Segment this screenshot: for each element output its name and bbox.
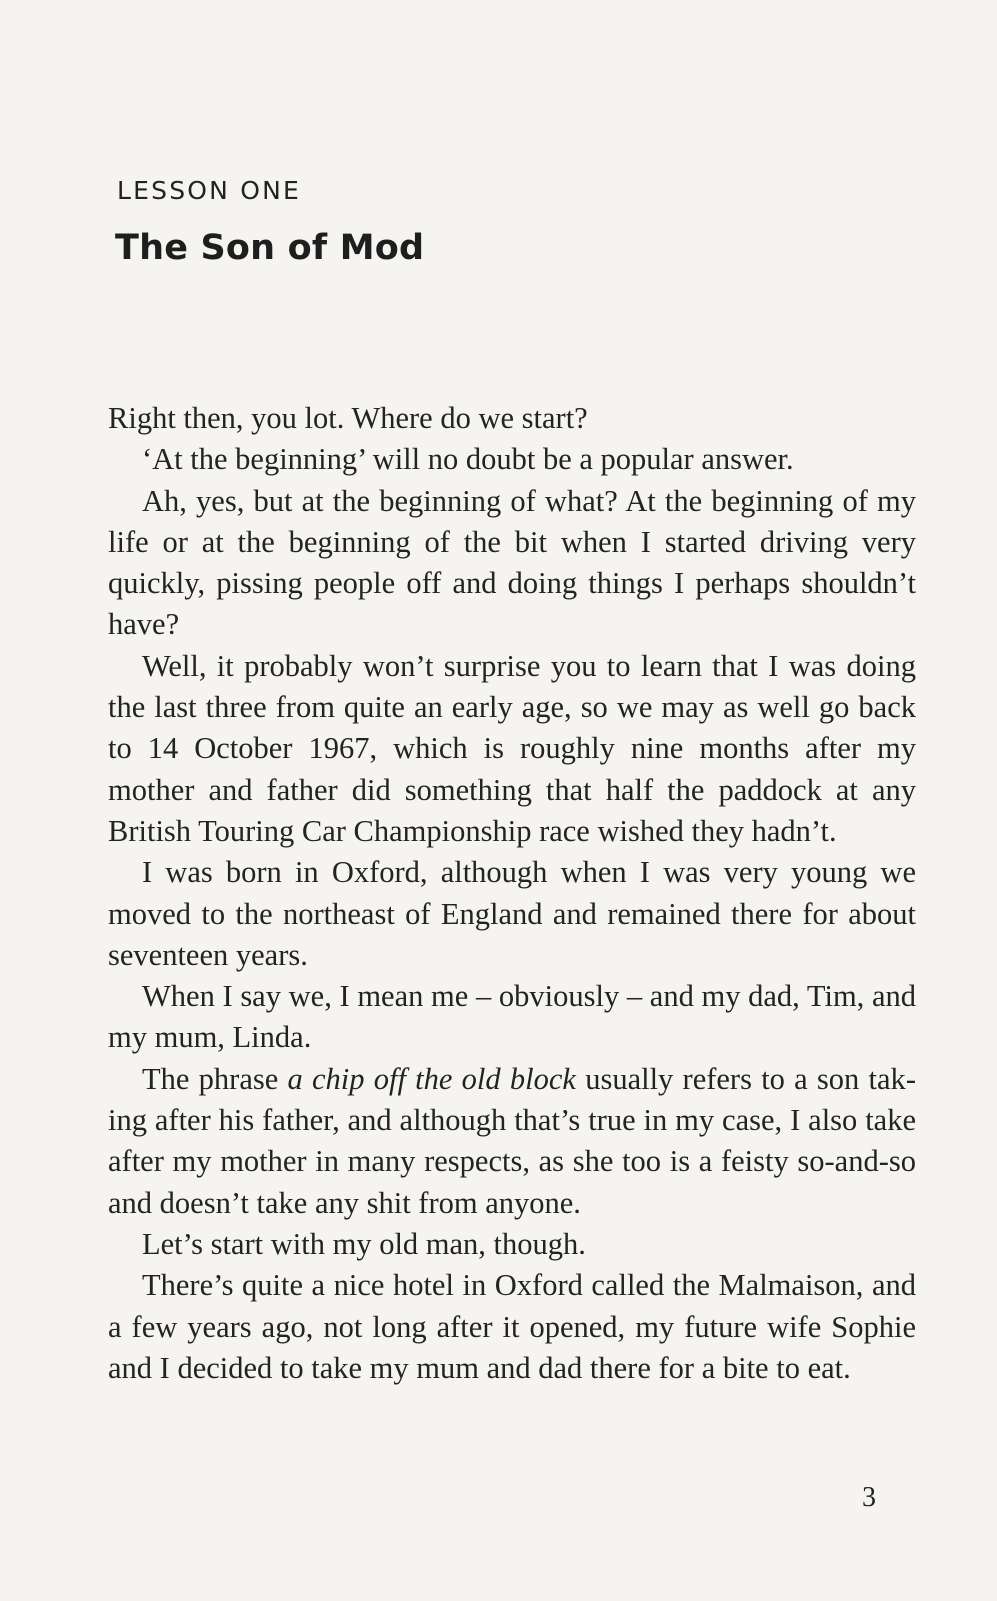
paragraph [108,1059,916,1224]
paragraph: ‘At the beginning’ will no doubt be a popular answer. [142,442,794,477]
paragraph: Let’s start with my old man, though. [142,1226,586,1261]
lesson-label: LESSON ONE [117,176,301,205]
chapter-title: The Son of Mod [115,228,425,268]
paragraph: There’s quite a nice hotel in Oxford called the Malmaison, and a few years ago, not long after it opened, my future wife Sophie and I decided to take my mum and dad there for a bite to eat. [108,1268,916,1385]
body-text [108,398,916,1389]
paragraph-text: usually refers to a son taking after his father, and although that’s true in my case, I also take after my mother in many respects, as she too is a feisty so-and-so and doesn’t take any shit from anyone. [108,1061,916,1220]
paragraph: Well, it probably won’t surprise you to learn that I was doing the last three from quite an early age, so we may as well go back to 14 October 1967, which is roughly nine months after my mother and father did something that half the paddock at any British Touring Car Championship race wished they hadn’t. [108,648,916,848]
paragraph: I was born in Oxford, although when I was very young we moved to the northeast of England and remained there for about seventeen years. [108,855,916,972]
paragraph: Ah, yes, but at the beginning of what? At the beginning of my life or at the beginning of the bit when I started driving very quickly, pissing people off and doing things I perhaps shouldn’t have? [108,483,916,642]
paragraph-text: The phrase [142,1061,288,1096]
paragraph: When I say we, I mean me – obviously – and my dad, Tim, and my mum, Linda. [108,979,916,1055]
italic-phrase: a chip off the old block [287,1061,576,1096]
paragraph: Right then, you lot. Where do we start? [108,401,588,435]
page-number: 3 [862,1482,876,1513]
